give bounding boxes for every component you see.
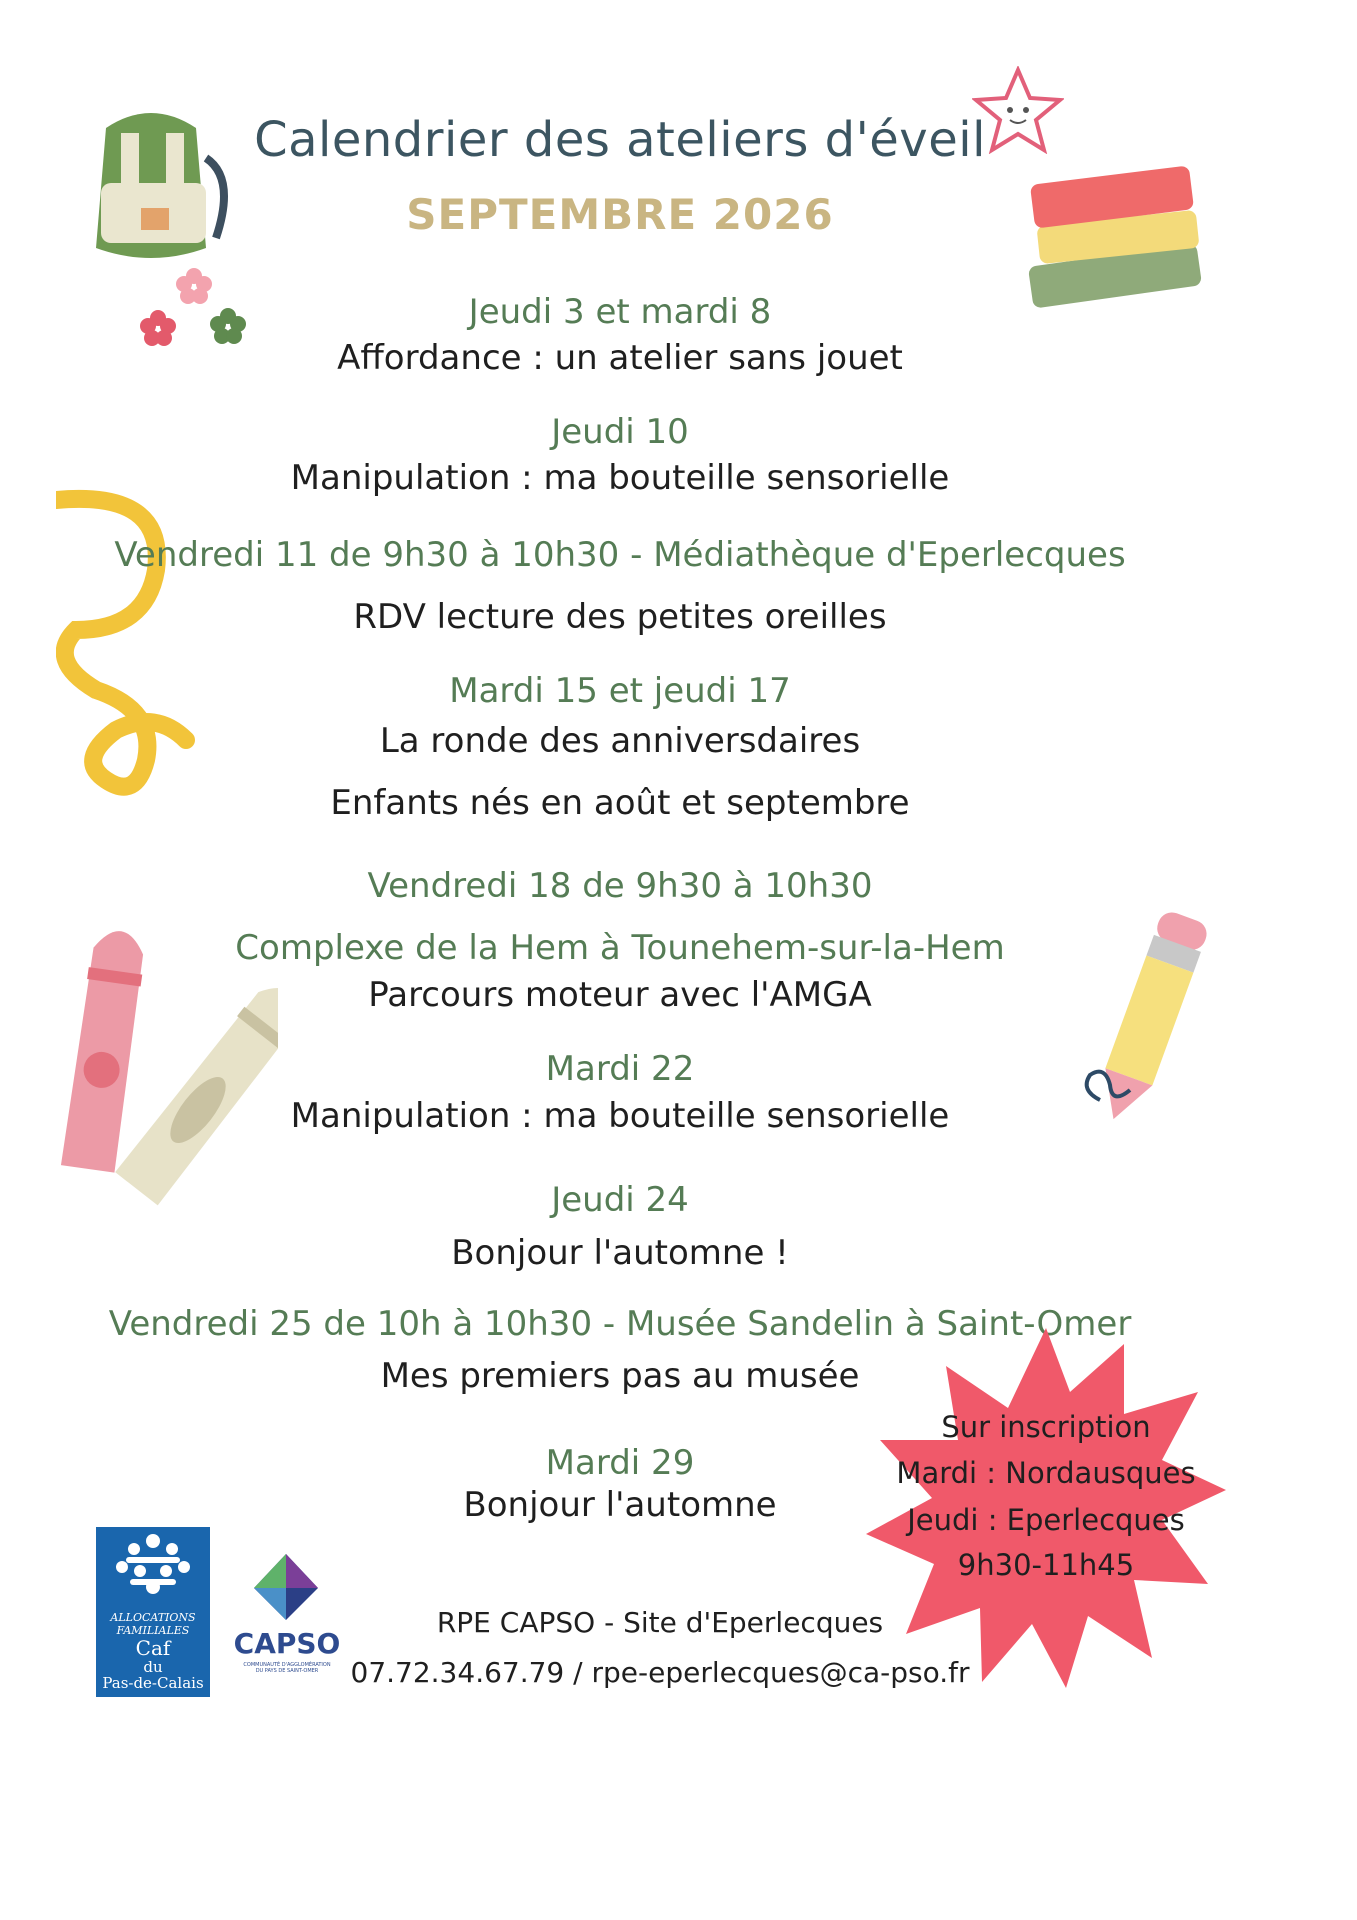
inscription-tuesday: Mardi : Nordausques [896,1456,1196,1490]
month-subtitle: SEPTEMBRE 2026 [406,190,834,239]
event-activity: Bonjour l'automne [463,1485,777,1525]
inscription-title: Sur inscription [941,1410,1151,1444]
caf-label: ALLOCATIONS [110,1611,196,1624]
capso-logo-icon [246,1548,326,1624]
event-date: Mardi 15 et jeudi 17 [449,671,791,711]
event-activity: Mes premiers pas au musée [380,1356,860,1396]
caf-label: FAMILIALES [116,1624,190,1637]
caf-logo [96,1527,210,1697]
event-location: Complexe de la Hem à Tounehem-sur-la-Hem [235,928,1005,968]
event-date: Vendredi 25 de 10h à 10h30 - Musée Sandelin à Saint-Omer [108,1304,1132,1344]
caf-name: Caf [135,1636,171,1660]
caf-people-icon [96,1527,210,1607]
capso-subtitle-line: DU PAYS DE SAINT-OMER [255,1668,319,1674]
event-activity: Affordance : un atelier sans jouet [337,338,903,378]
event-activity: La ronde des anniversdaires [379,721,861,761]
footer-organization: RPE CAPSO - Site d'Eperlecques [436,1606,884,1639]
event-date: Mardi 22 [545,1049,695,1089]
event-date: Jeudi 24 [551,1180,689,1220]
event-activity: Manipulation : ma bouteille sensorielle [290,458,950,498]
page-title: Calendrier des ateliers d'éveil [254,112,986,168]
event-activity-detail: Enfants nés en août et septembre [330,783,910,823]
footer-contact: 07.72.34.67.79 / rpe-eperlecques@ca-pso.fr [350,1656,970,1689]
event-date: Vendredi 18 de 9h30 à 10h30 [367,866,873,906]
event-activity: RDV lecture des petites oreilles [353,597,887,637]
event-date: Vendredi 11 de 9h30 à 10h30 - Médiathèque d'Eperlecques [114,535,1126,575]
caf-label: du [143,1658,163,1676]
capso-subtitle-line: COMMUNAUTÉ D'AGGLOMÉRATION [243,1662,331,1668]
capso-name: CAPSO [233,1627,341,1660]
caf-label: Pas-de-Calais [102,1674,204,1692]
event-activity: Manipulation : ma bouteille sensorielle [290,1096,950,1136]
event-date: Mardi 29 [545,1443,695,1483]
inscription-thursday: Jeudi : Eperlecques [907,1503,1185,1537]
inscription-hours: 9h30-11h45 [957,1548,1135,1582]
event-date: Jeudi 3 et mardi 8 [468,292,772,332]
event-date: Jeudi 10 [551,412,689,452]
event-activity: Bonjour l'automne ! [451,1233,789,1273]
ribbon-swirl-icon [56,480,196,820]
event-activity: Parcours moteur avec l'AMGA [368,975,872,1015]
